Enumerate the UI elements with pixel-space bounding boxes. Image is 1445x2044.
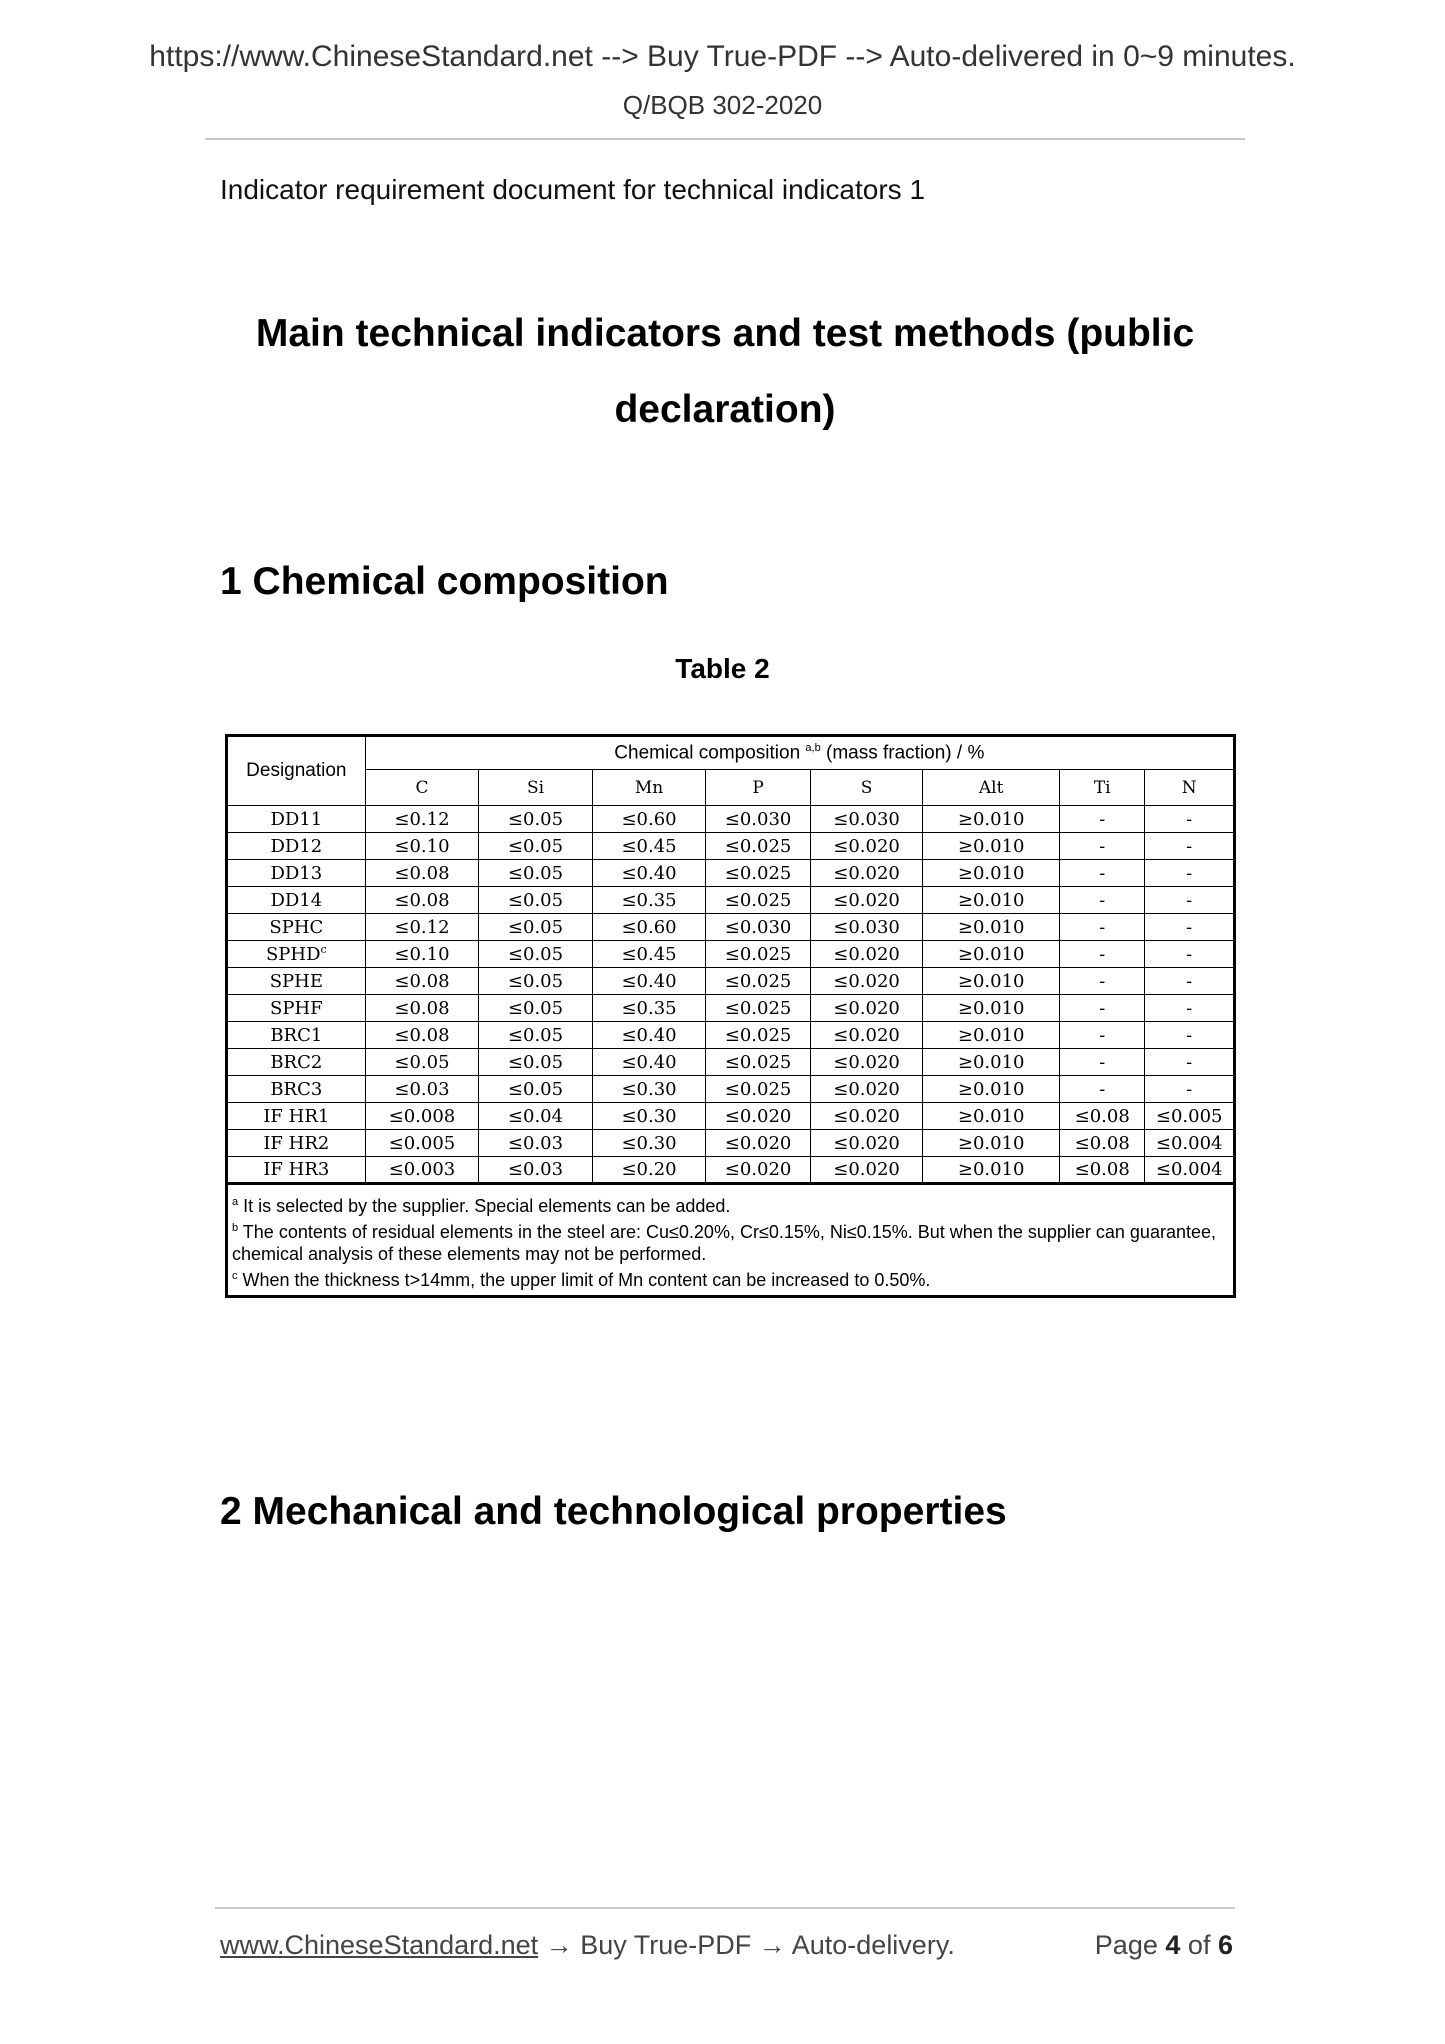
footer-tagline: → Buy True-PDF → Auto-delivery. <box>538 1930 955 1960</box>
composition-cell: ≤0.08 <box>1060 1103 1145 1130</box>
designation-label: DD12 <box>270 835 323 857</box>
designation-label: BRC3 <box>270 1078 323 1100</box>
composition-cell: - <box>1060 806 1145 833</box>
composition-cell: ≤0.025 <box>706 1049 811 1076</box>
composition-cell: ≥0.010 <box>923 860 1060 887</box>
composition-header-suffix: (mass fraction) / % <box>820 742 985 764</box>
composition-cell: ≤0.05 <box>479 806 593 833</box>
table-row <box>227 1130 1235 1157</box>
composition-cell: ≤0.020 <box>706 1130 811 1157</box>
designation-cell <box>227 968 366 995</box>
current-page: 4 <box>1165 1930 1181 1960</box>
footnote-mark: a <box>232 1196 239 1208</box>
composition-cell: ≤0.025 <box>706 1076 811 1103</box>
composition-cell: ≤0.08 <box>365 1022 479 1049</box>
table-row <box>227 941 1235 968</box>
designation-cell <box>227 1049 366 1076</box>
table-row <box>227 1103 1235 1130</box>
composition-cell: ≤0.025 <box>706 887 811 914</box>
column-header-p: P <box>706 770 811 806</box>
composition-cell: ≤0.05 <box>479 1022 593 1049</box>
composition-cell: ≤0.05 <box>479 860 593 887</box>
footer-divider <box>215 1907 1235 1909</box>
composition-cell: ≤0.004 <box>1145 1157 1235 1184</box>
composition-cell: ≤0.020 <box>706 1157 811 1184</box>
designation-cell <box>227 941 366 968</box>
composition-cell: ≤0.45 <box>592 941 706 968</box>
composition-cell: ≥0.010 <box>923 941 1060 968</box>
composition-cell: ≤0.05 <box>479 914 593 941</box>
composition-cell: ≤0.05 <box>479 1076 593 1103</box>
designation-cell <box>227 860 366 887</box>
composition-cell: - <box>1060 995 1145 1022</box>
composition-cell: ≤0.40 <box>592 1022 706 1049</box>
composition-cell: ≤0.05 <box>479 833 593 860</box>
designation-cell <box>227 1076 366 1103</box>
composition-cell: ≤0.020 <box>810 1157 923 1184</box>
composition-cell: ≤0.40 <box>592 1049 706 1076</box>
composition-cell: - <box>1060 968 1145 995</box>
designation-label: BRC2 <box>270 1051 323 1073</box>
composition-cell: ≤0.40 <box>592 860 706 887</box>
composition-cell: ≤0.08 <box>1060 1157 1145 1184</box>
composition-cell: ≤0.30 <box>592 1076 706 1103</box>
composition-cell: - <box>1060 1049 1145 1076</box>
composition-cell: ≤0.030 <box>706 914 811 941</box>
composition-cell: ≤0.020 <box>810 968 923 995</box>
page-title: Main technical indicators and test methods (public declaration) <box>255 312 1195 431</box>
table-row <box>227 833 1235 860</box>
composition-cell: ≤0.020 <box>810 887 923 914</box>
composition-cell: ≤0.020 <box>810 1049 923 1076</box>
composition-cell: ≤0.04 <box>479 1103 593 1130</box>
composition-cell: ≤0.08 <box>365 995 479 1022</box>
designation-cell <box>227 1157 366 1184</box>
composition-cell: ≤0.030 <box>810 914 923 941</box>
composition-cell: ≤0.08 <box>365 887 479 914</box>
composition-cell: ≤0.008 <box>365 1103 479 1130</box>
composition-cell: ≤0.35 <box>592 995 706 1022</box>
composition-cell: ≥0.010 <box>923 1022 1060 1049</box>
composition-cell: ≥0.010 <box>923 1103 1060 1130</box>
composition-cell: ≤0.05 <box>479 887 593 914</box>
composition-cell: ≤0.004 <box>1145 1130 1235 1157</box>
composition-cell: ≤0.030 <box>706 806 811 833</box>
composition-cell: ≥0.010 <box>923 914 1060 941</box>
composition-cell: ≤0.005 <box>1145 1103 1235 1130</box>
column-header-ti: Ti <box>1060 770 1145 806</box>
composition-cell: ≤0.020 <box>810 995 923 1022</box>
composition-cell: ≤0.030 <box>810 806 923 833</box>
header-divider <box>205 138 1245 140</box>
designation-cell <box>227 914 366 941</box>
designation-footnote-mark: c <box>320 943 327 956</box>
composition-cell: ≤0.020 <box>706 1103 811 1130</box>
composition-cell: ≤0.10 <box>365 941 479 968</box>
designation-label: BRC1 <box>270 1024 323 1046</box>
composition-cell: ≤0.35 <box>592 887 706 914</box>
designation-cell <box>227 833 366 860</box>
composition-cell: ≤0.025 <box>706 1022 811 1049</box>
document-intro: Indicator requirement document for technical indicators 1 <box>220 174 926 205</box>
designation-label: IF HR3 <box>263 1159 330 1180</box>
footer-site-link[interactable]: www.ChineseStandard.net <box>220 1930 539 1960</box>
composition-cell: ≤0.003 <box>365 1157 479 1184</box>
composition-cell: ≤0.05 <box>479 941 593 968</box>
designation-label: SPHC <box>269 916 324 938</box>
footnote-line <box>232 1265 1229 1291</box>
composition-cell: ≤0.020 <box>810 1022 923 1049</box>
composition-cell: ≥0.010 <box>923 806 1060 833</box>
composition-cell: ≥0.010 <box>923 1049 1060 1076</box>
composition-cell: ≤0.12 <box>365 914 479 941</box>
composition-cell: - <box>1145 806 1235 833</box>
composition-cell: ≤0.03 <box>479 1157 593 1184</box>
composition-cell: - <box>1145 887 1235 914</box>
footnote-line <box>232 1217 1229 1265</box>
composition-cell: ≤0.025 <box>706 968 811 995</box>
document-code: Q/BQB 302-2020 <box>622 90 823 120</box>
designation-cell <box>227 1103 366 1130</box>
table-caption: Table 2 <box>675 653 770 684</box>
section-heading-mechanical-properties: 2 Mechanical and technological properties <box>220 1490 1007 1533</box>
column-header-c: C <box>365 770 479 806</box>
composition-cell: - <box>1060 941 1145 968</box>
composition-cell: ≥0.010 <box>923 968 1060 995</box>
table-row <box>227 1049 1235 1076</box>
composition-cell: ≥0.010 <box>923 995 1060 1022</box>
column-header-mn: Mn <box>592 770 706 806</box>
composition-cell: - <box>1060 1022 1145 1049</box>
table-row <box>227 968 1235 995</box>
composition-cell: ≤0.60 <box>592 914 706 941</box>
composition-cell: ≤0.025 <box>706 833 811 860</box>
composition-cell: - <box>1060 860 1145 887</box>
composition-cell: - <box>1145 1022 1235 1049</box>
composition-cell: ≤0.30 <box>592 1130 706 1157</box>
designation-header: Designation <box>227 736 366 806</box>
composition-cell: ≥0.010 <box>923 833 1060 860</box>
composition-cell: - <box>1145 995 1235 1022</box>
designation-label: DD13 <box>270 862 323 884</box>
composition-cell: - <box>1060 833 1145 860</box>
composition-cell: ≥0.010 <box>923 1157 1060 1184</box>
table-row <box>227 806 1235 833</box>
footnote-text: When the thickness t>14mm, the upper limit of Mn content can be increased to 0.50%. <box>237 1270 931 1290</box>
table-row <box>227 1076 1235 1103</box>
designation-label: SPHF <box>270 997 323 1019</box>
composition-cell: ≤0.40 <box>592 968 706 995</box>
column-header-n: N <box>1145 770 1235 806</box>
composition-cell: ≤0.025 <box>706 995 811 1022</box>
composition-header-sup: a,b <box>805 741 821 754</box>
composition-cell: ≤0.025 <box>706 941 811 968</box>
table-row <box>227 860 1235 887</box>
composition-cell: ≤0.005 <box>365 1130 479 1157</box>
composition-cell: ≤0.05 <box>479 995 593 1022</box>
composition-cell: ≤0.30 <box>592 1103 706 1130</box>
header-url-banner: https://www.ChineseStandard.net --> Buy True-PDF --> Auto-delivered in 0~9 minutes. <box>149 40 1296 73</box>
table-row <box>227 1022 1235 1049</box>
composition-cell: ≤0.20 <box>592 1157 706 1184</box>
composition-cell: - <box>1145 1076 1235 1103</box>
designation-label: DD11 <box>270 808 323 830</box>
composition-cell: ≤0.020 <box>810 1076 923 1103</box>
composition-cell: ≥0.010 <box>923 1076 1060 1103</box>
page-number <box>1095 1930 1233 1961</box>
of-word: of <box>1187 1930 1211 1960</box>
composition-cell: - <box>1060 1076 1145 1103</box>
composition-cell: ≤0.03 <box>479 1130 593 1157</box>
table-body <box>227 806 1235 1184</box>
designation-cell <box>227 995 366 1022</box>
section-heading-chemical-composition: 1 Chemical composition <box>220 560 669 603</box>
composition-cell: - <box>1060 887 1145 914</box>
composition-cell: ≤0.020 <box>810 1130 923 1157</box>
composition-group-header <box>365 736 1234 770</box>
composition-cell: ≤0.03 <box>365 1076 479 1103</box>
column-header-si: Si <box>479 770 593 806</box>
composition-cell: ≤0.08 <box>365 968 479 995</box>
table-row <box>227 887 1235 914</box>
composition-cell: ≥0.010 <box>923 1130 1060 1157</box>
composition-cell: - <box>1145 1049 1235 1076</box>
composition-cell: ≤0.10 <box>365 833 479 860</box>
total-pages: 6 <box>1217 1930 1233 1960</box>
composition-cell: ≤0.05 <box>479 968 593 995</box>
composition-cell: ≤0.45 <box>592 833 706 860</box>
composition-cell: ≤0.05 <box>479 1049 593 1076</box>
composition-cell: ≤0.025 <box>706 860 811 887</box>
designation-cell <box>227 1022 366 1049</box>
composition-cell: ≤0.08 <box>365 860 479 887</box>
table-row <box>227 1157 1235 1184</box>
composition-cell: - <box>1145 968 1235 995</box>
footer-left <box>220 1930 955 1961</box>
footnote-mark: b <box>232 1222 239 1234</box>
composition-cell: ≤0.08 <box>1060 1130 1145 1157</box>
composition-cell: ≤0.020 <box>810 941 923 968</box>
column-header-s: S <box>810 770 923 806</box>
designation-cell <box>227 887 366 914</box>
designation-label: SPHE <box>269 970 323 992</box>
composition-cell: - <box>1145 833 1235 860</box>
composition-cell: ≤0.05 <box>365 1049 479 1076</box>
designation-cell <box>227 806 366 833</box>
designation-label: IF HR1 <box>263 1105 330 1127</box>
composition-cell: - <box>1060 914 1145 941</box>
chemical-composition-table <box>225 734 1236 1298</box>
footnote-text: It is selected by the supplier. Special elements can be added. <box>238 1196 731 1216</box>
composition-cell: ≤0.020 <box>810 1103 923 1130</box>
designation-label: SPHD <box>265 944 321 965</box>
table-row <box>227 914 1235 941</box>
footnote-line <box>232 1191 1229 1217</box>
column-header-alt: Alt <box>923 770 1060 806</box>
page-word: Page <box>1094 1930 1158 1960</box>
table-footnotes <box>227 1184 1235 1297</box>
designation-label: IF HR2 <box>263 1132 330 1154</box>
designation-label: DD14 <box>270 889 323 911</box>
footnote-mark: c <box>232 1270 238 1282</box>
composition-cell: ≤0.020 <box>810 860 923 887</box>
composition-cell: ≤0.020 <box>810 833 923 860</box>
composition-cell: ≥0.010 <box>923 887 1060 914</box>
table-row <box>227 995 1235 1022</box>
composition-cell: ≤0.12 <box>365 806 479 833</box>
composition-cell: ≤0.60 <box>592 806 706 833</box>
composition-cell: - <box>1145 860 1235 887</box>
composition-cell: - <box>1145 914 1235 941</box>
designation-cell <box>227 1130 366 1157</box>
composition-header-label: Chemical composition <box>614 742 801 764</box>
footnote-text: The contents of residual elements in the steel are: Cu≤0.20%, Cr≤0.15%, Ni≤0.15%. But when the supplier can guarantee, chemical analysis of these elements may not be performed. <box>232 1222 1216 1264</box>
composition-cell: - <box>1145 941 1235 968</box>
